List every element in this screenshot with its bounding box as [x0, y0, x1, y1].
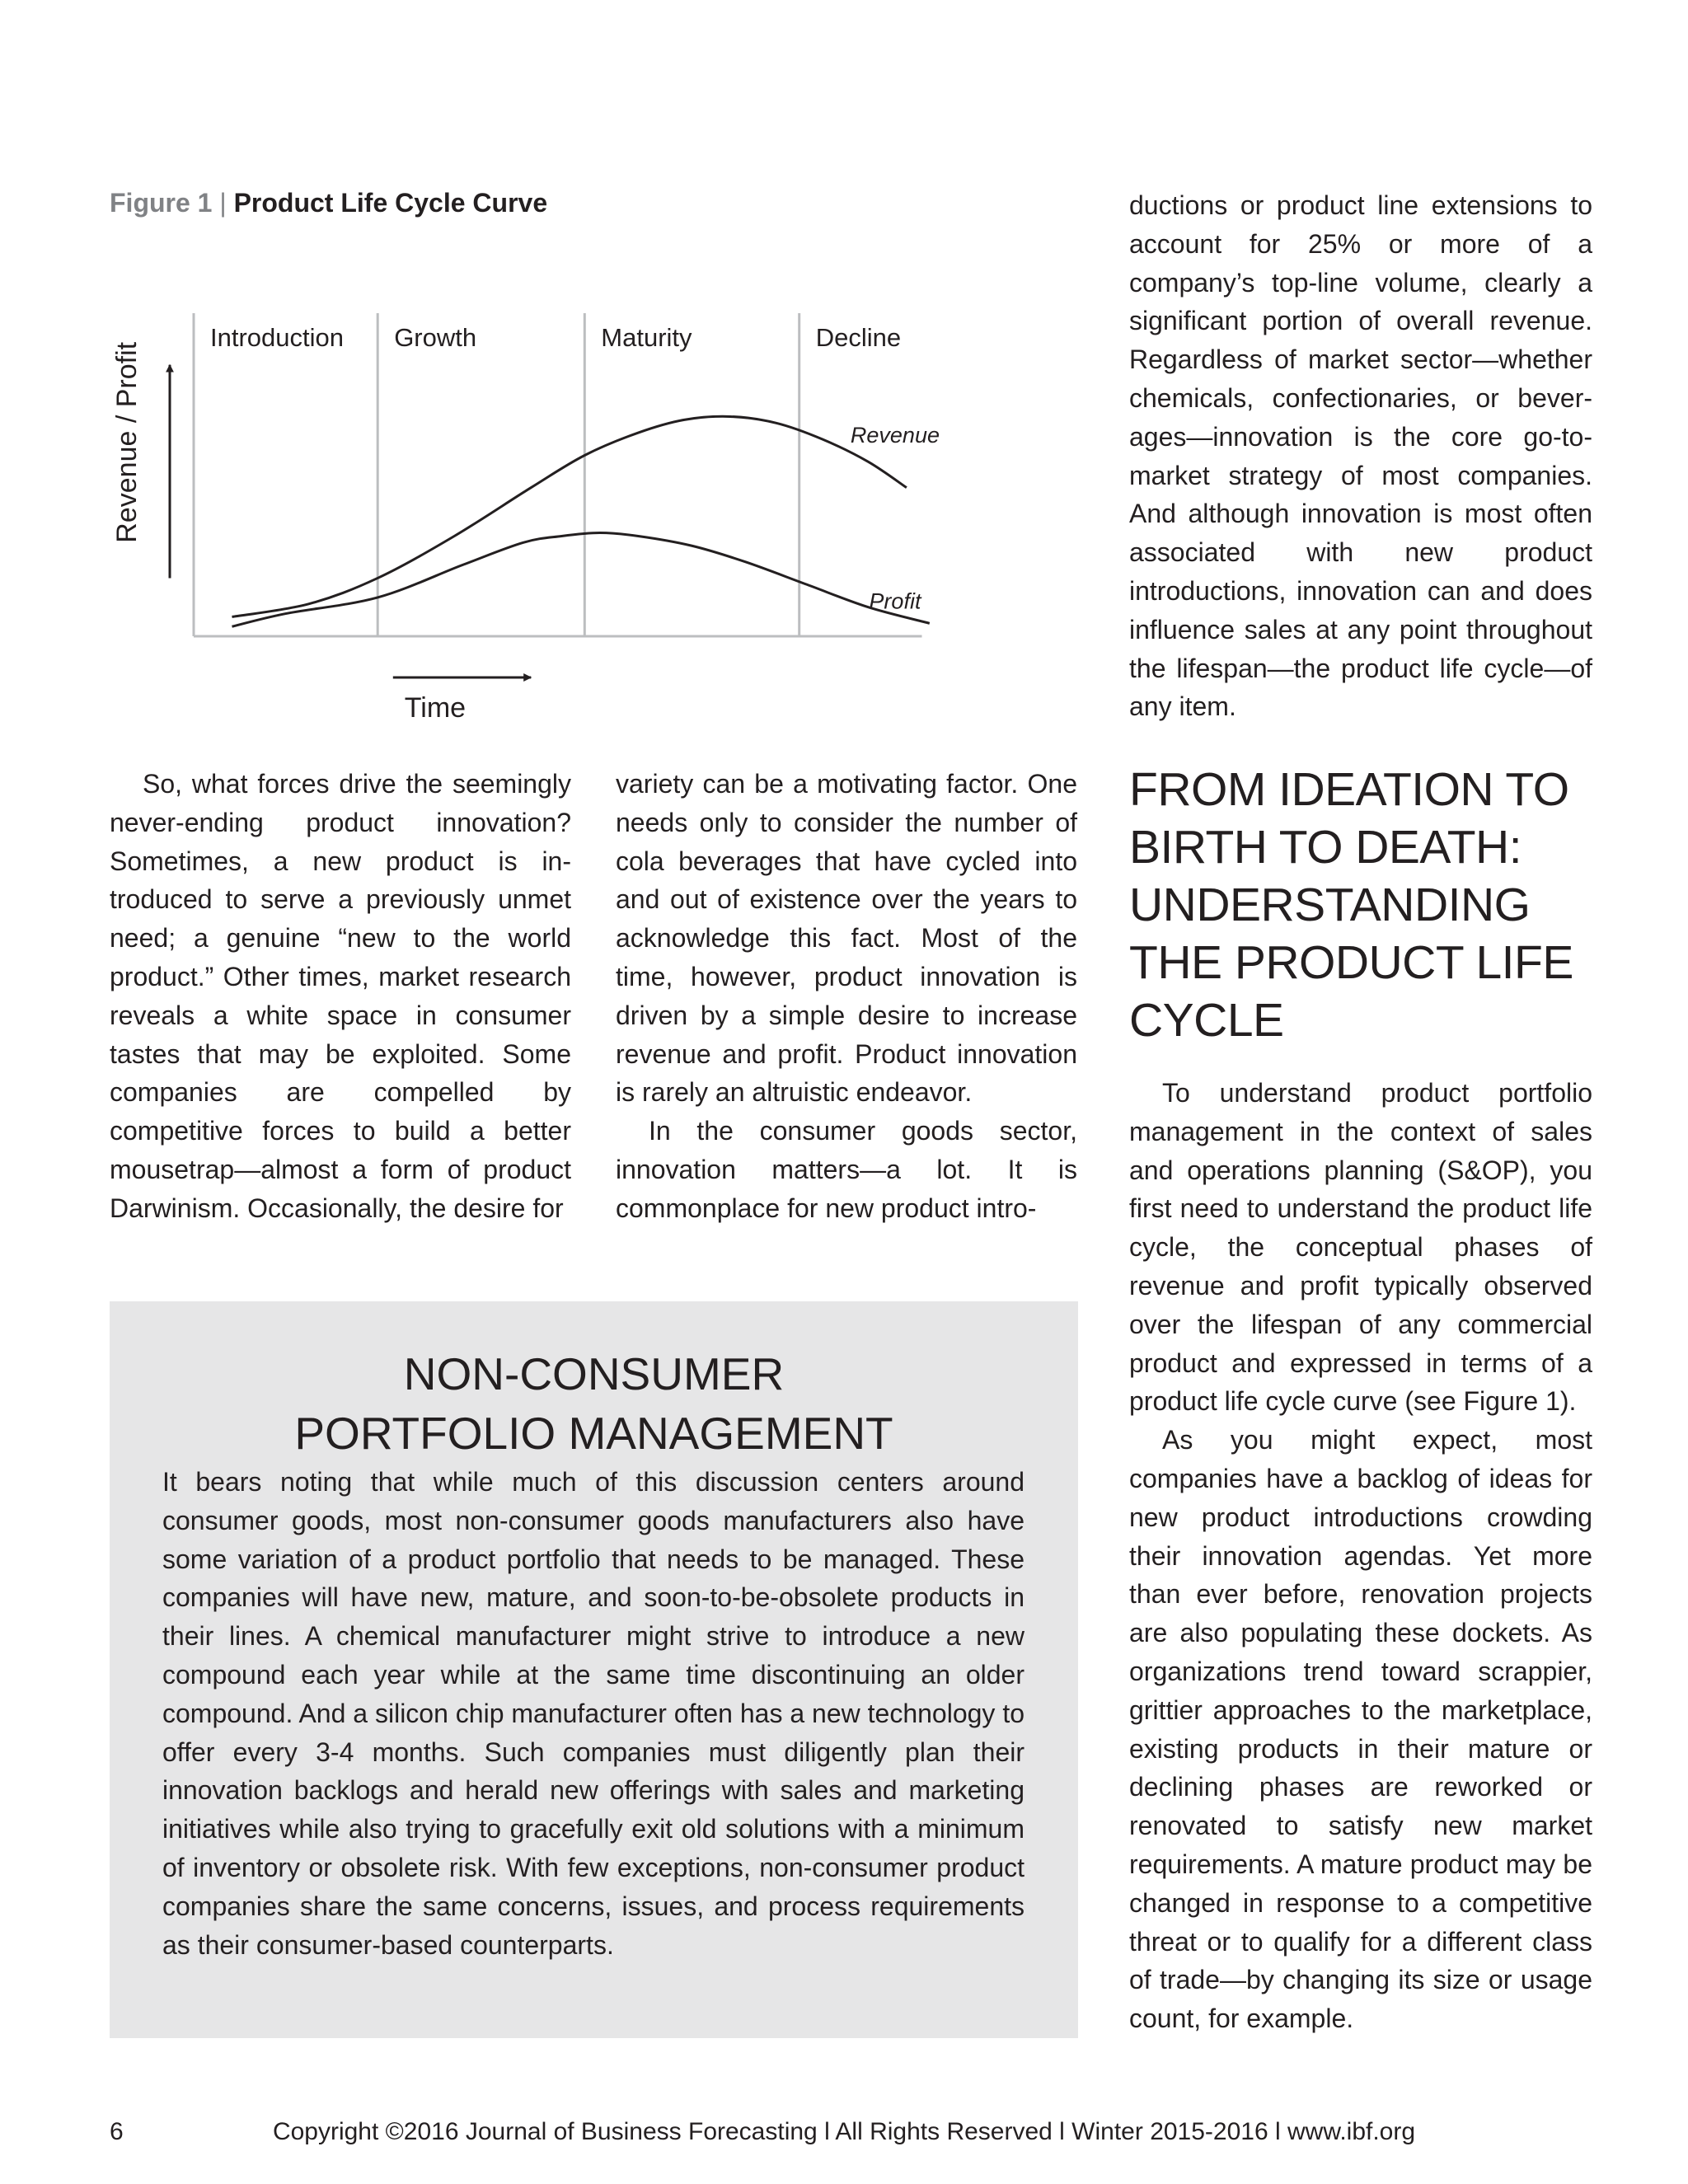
section-heading: FROM IDEATION TO BIRTH TO DEATH: UNDERSTANDING THE PRODUCT LIFE CYCLE — [1129, 763, 1573, 1047]
column-3-paragraph-2: To understand product portfolio management in the context of sales and operations planning (S&OP), you first need to understand the product life cycle, the conceptual phases of revenue and profit typically observed over the lifespan of any commercial product and expressed in terms of a product life cycle curve (see Figure 1). — [1129, 1078, 1592, 1417]
column-3-top — [1129, 186, 1592, 726]
column-3-paragraph-1: ductions or product line extensions to account for 25% or more of a company’s top-line volume, clearly a significant portion of overall revenue. Regardless of market sector—whether chemicals, confectionaries, or beverages—innovation is the core go-to-market strategy of most companies. And although innovation is most often associated with new product introductions, innovation can and does influence sales at any point throughout the lifespan—the product life cycle—of any item. — [1129, 190, 1592, 722]
column-3-paragraph-3: As you might expect, most companies have a backlog of ideas for new product introductions crowding their innovation agendas. Yet more than ever before, renovation projects are also populating these dockets. As organizations trend toward scrappier, grittier approaches to the marketplace, existing products in their mature or declining phases are reworked or renovated to satisfy new market requirements. A mature product may be changed in response to a competitive threat or to qualify for a different class of trade—by changing its size or usage count, for example. — [1129, 1425, 1592, 2034]
phase-label-maturity: Maturity — [601, 323, 692, 352]
sidebar-body: It bears noting that while much of this discussion centers around consumer goods, most non-consumer goods manufacturers also have some variation of a product portfolio that needs to be managed. These companies will have new, mature, and soon-to-be-obsolete products in their lines. A chemical manufacturer might strive to introduce a new compound each year while at the same time discontinuing an older compound. And a silicon chip manufacturer often has a new technology to offer every 3-4 months. Such companies must diligently plan their innovation backlogs and herald new offerings with sales and marketing initiatives while also trying to gracefully exit old solutions with a minimum of inventory or obsolete risk. With few exceptions, non-consumer product companies share the same concerns, issues, and process requirements as their consumer-based counterparts. — [162, 1467, 1025, 1960]
column-1-paragraph: So, what forces drive the seemingly never-ending product innovation? Sometimes, a new product is introduced to serve a previously unmet need; a genuine “new to the world product.” Other times, market research reveals a white space in consumer tastes that may be exploited. Some companies are compelled by competitive forces to build a better mousetrap—almost a form of product Darwinism. Occasionally, the desire for — [110, 769, 571, 1223]
column-2 — [616, 765, 1077, 1228]
phase-label-growth: Growth — [394, 323, 477, 352]
series-label-profit: Profit — [869, 588, 921, 614]
phase-label-introduction: Introduction — [210, 323, 344, 352]
column-2-paragraph-1: variety can be a motivating factor. One needs only to consider the number of cola beverages that have cycled into and out of existence over the years to acknowledge this fact. Most of the time, however, product innovation is driven by a simple desire to increase revenue and profit. Product innovation is rarely an altruistic endeavor. — [616, 769, 1077, 1108]
chart-phase-labels — [210, 323, 901, 352]
series-line-profit — [232, 533, 930, 627]
sidebar-title — [110, 1344, 1078, 1463]
series-line-revenue — [232, 416, 907, 616]
figure-title: Product Life Cycle Curve — [233, 188, 548, 218]
column-1 — [110, 765, 571, 1228]
sidebar-title-line-2: PORTFOLIO MANAGEMENT — [294, 1408, 893, 1459]
column-3-bottom — [1129, 1074, 1592, 2038]
figure-label: Figure 1 — [110, 188, 213, 218]
copyright-line: Copyright ©2016 Journal of Business Forecasting l All Rights Reserved l Winter 2015-2016 l www.ibf.org — [272, 2118, 1416, 2145]
column-2-paragraph-2: In the consumer goods sector, innovation matters—a lot. It is commonplace for new product intro- — [616, 1116, 1077, 1223]
page-number: 6 — [110, 2118, 124, 2145]
x-axis-label: Time — [404, 692, 467, 724]
y-axis-label: Revenue / Profit — [111, 341, 143, 543]
product-life-cycle-chart — [99, 297, 1006, 725]
sidebar-box — [110, 1301, 1078, 2038]
sidebar-title-line-1: NON-CONSUMER — [403, 1348, 785, 1399]
figure-caption — [110, 188, 547, 218]
series-label-revenue: Revenue — [850, 422, 940, 448]
figure-separator: | — [219, 188, 227, 218]
phase-label-decline: Decline — [815, 323, 902, 352]
page-footer — [0, 2118, 1688, 2151]
chart-axis-labels — [111, 341, 531, 724]
